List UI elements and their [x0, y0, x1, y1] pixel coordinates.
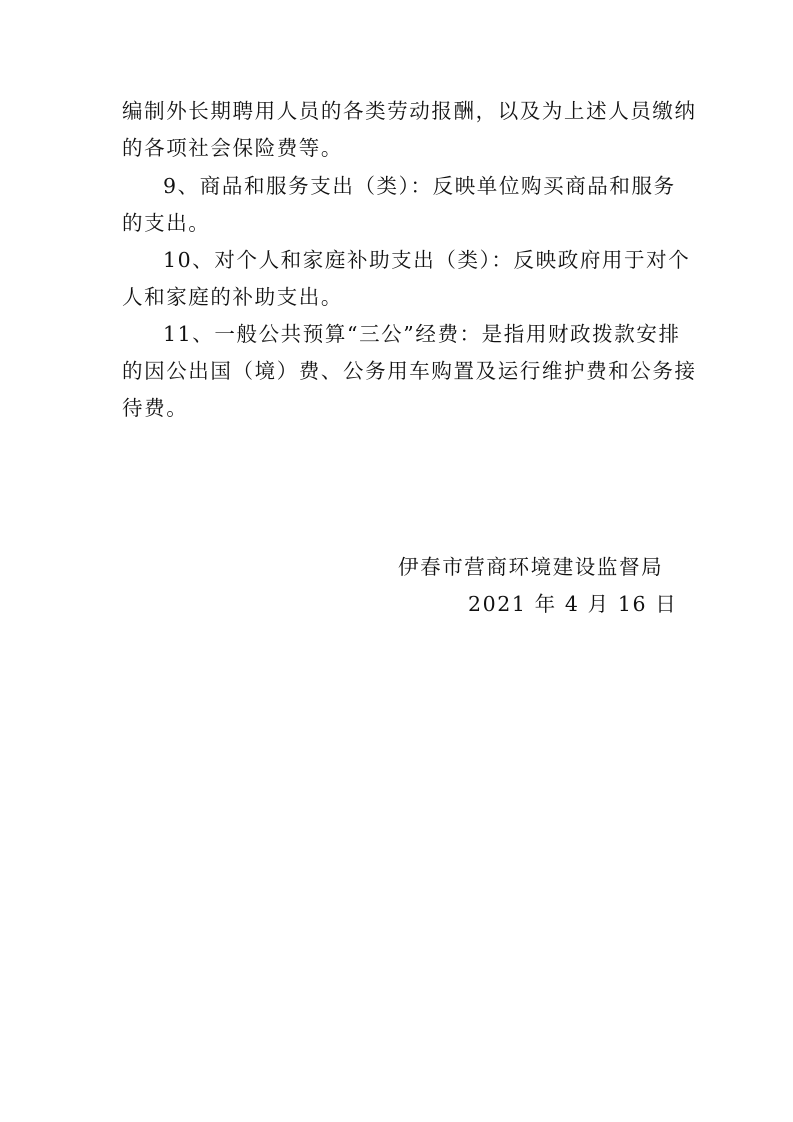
signature-organization: 伊春市营商环境建设监督局	[398, 555, 664, 579]
paragraph-line: 编制外长期聘用人员的各类劳动报酬，以及为上述人员缴纳	[122, 99, 697, 123]
paragraph-line: 9、商品和服务支出（类）：反映单位购买商品和服务	[163, 174, 676, 198]
paragraph-line: 11、一般公共预算“三公”经费：是指用财政拨款安排	[163, 322, 681, 346]
signature-date: 2021 年 4 月 16 日	[468, 592, 678, 616]
paragraph-line: 10、对个人和家庭补助支出（类）：反映政府用于对个	[163, 248, 691, 272]
paragraph-line: 的因公出国（境）费、公务用车购置及运行维护费和公务接	[122, 359, 697, 383]
paragraph-line: 的支出。	[122, 211, 211, 235]
paragraph-line: 的各项社会保险费等。	[122, 136, 343, 160]
paragraph-line: 人和家庭的补助支出。	[122, 285, 343, 309]
paragraph-line: 待费。	[122, 396, 189, 420]
